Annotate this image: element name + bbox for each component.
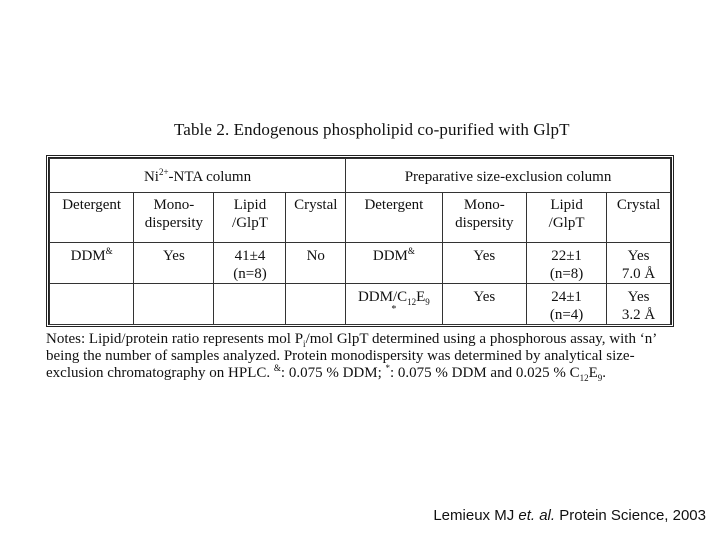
cell-empty: [50, 284, 134, 325]
header-detergent: Detergent: [50, 193, 134, 243]
header-crystal: Crystal: [607, 193, 671, 243]
cell-monodispersity: Yes: [442, 284, 526, 325]
cell-crystal: No: [286, 243, 346, 284]
header-crystal: Crystal: [286, 193, 346, 243]
table-caption: Table 2. Endogenous phospholipid co-purified with GlpT: [174, 120, 570, 139]
cell-detergent: DDM/$C_{12}E_9$ *: [346, 284, 443, 325]
cell-empty: [214, 284, 286, 325]
header-lipid: Lipid /GlpT: [214, 193, 286, 243]
table-row: [50, 284, 671, 325]
footnote-star: *: [391, 304, 397, 315]
header-lipid: Lipid /GlpT: [526, 193, 606, 243]
table-notes: Notes: Lipid/protein ratio represents mol $P_i$/mol GlpT determined using a phosphorous assay, with ‘n’ being the number of samples analyzed. Protein monodispersity was determined by analytical size-exclusion chromatography on HPLC. &: 0.075 % DDM; *: 0.075 % DDM and 0.025 % $C_{12}E_9$.: [46, 331, 657, 383]
table-row: [50, 243, 671, 284]
cell-monodispersity: Yes: [442, 243, 526, 284]
cell-empty: [286, 284, 346, 325]
cell-detergent: DDM&: [50, 243, 134, 284]
cell-lipid: 41±4 (n=8): [214, 243, 286, 284]
cell-lipid: 22±1 (n=8): [526, 243, 606, 284]
data-table: [46, 155, 674, 327]
cell-crystal: Yes 3.2 Å: [607, 284, 671, 325]
cell-empty: [134, 284, 214, 325]
cell-detergent: DDM&: [346, 243, 443, 284]
sec-group-header: Preparative size-exclusion column: [346, 159, 671, 193]
header-detergent: Detergent: [346, 193, 443, 243]
header-monodispersity: Mono- dispersity: [134, 193, 214, 243]
ni-nta-group-header: $Ni^{2+}$-NTA column: [50, 159, 346, 193]
cell-crystal: Yes 7.0 Å: [607, 243, 671, 284]
citation-credit: Lemieux MJ et. al. Protein Science, 2003: [433, 507, 706, 524]
cell-lipid: 24±1 (n=4): [526, 284, 606, 325]
cell-monodispersity: Yes: [134, 243, 214, 284]
header-monodispersity: Mono- dispersity: [442, 193, 526, 243]
